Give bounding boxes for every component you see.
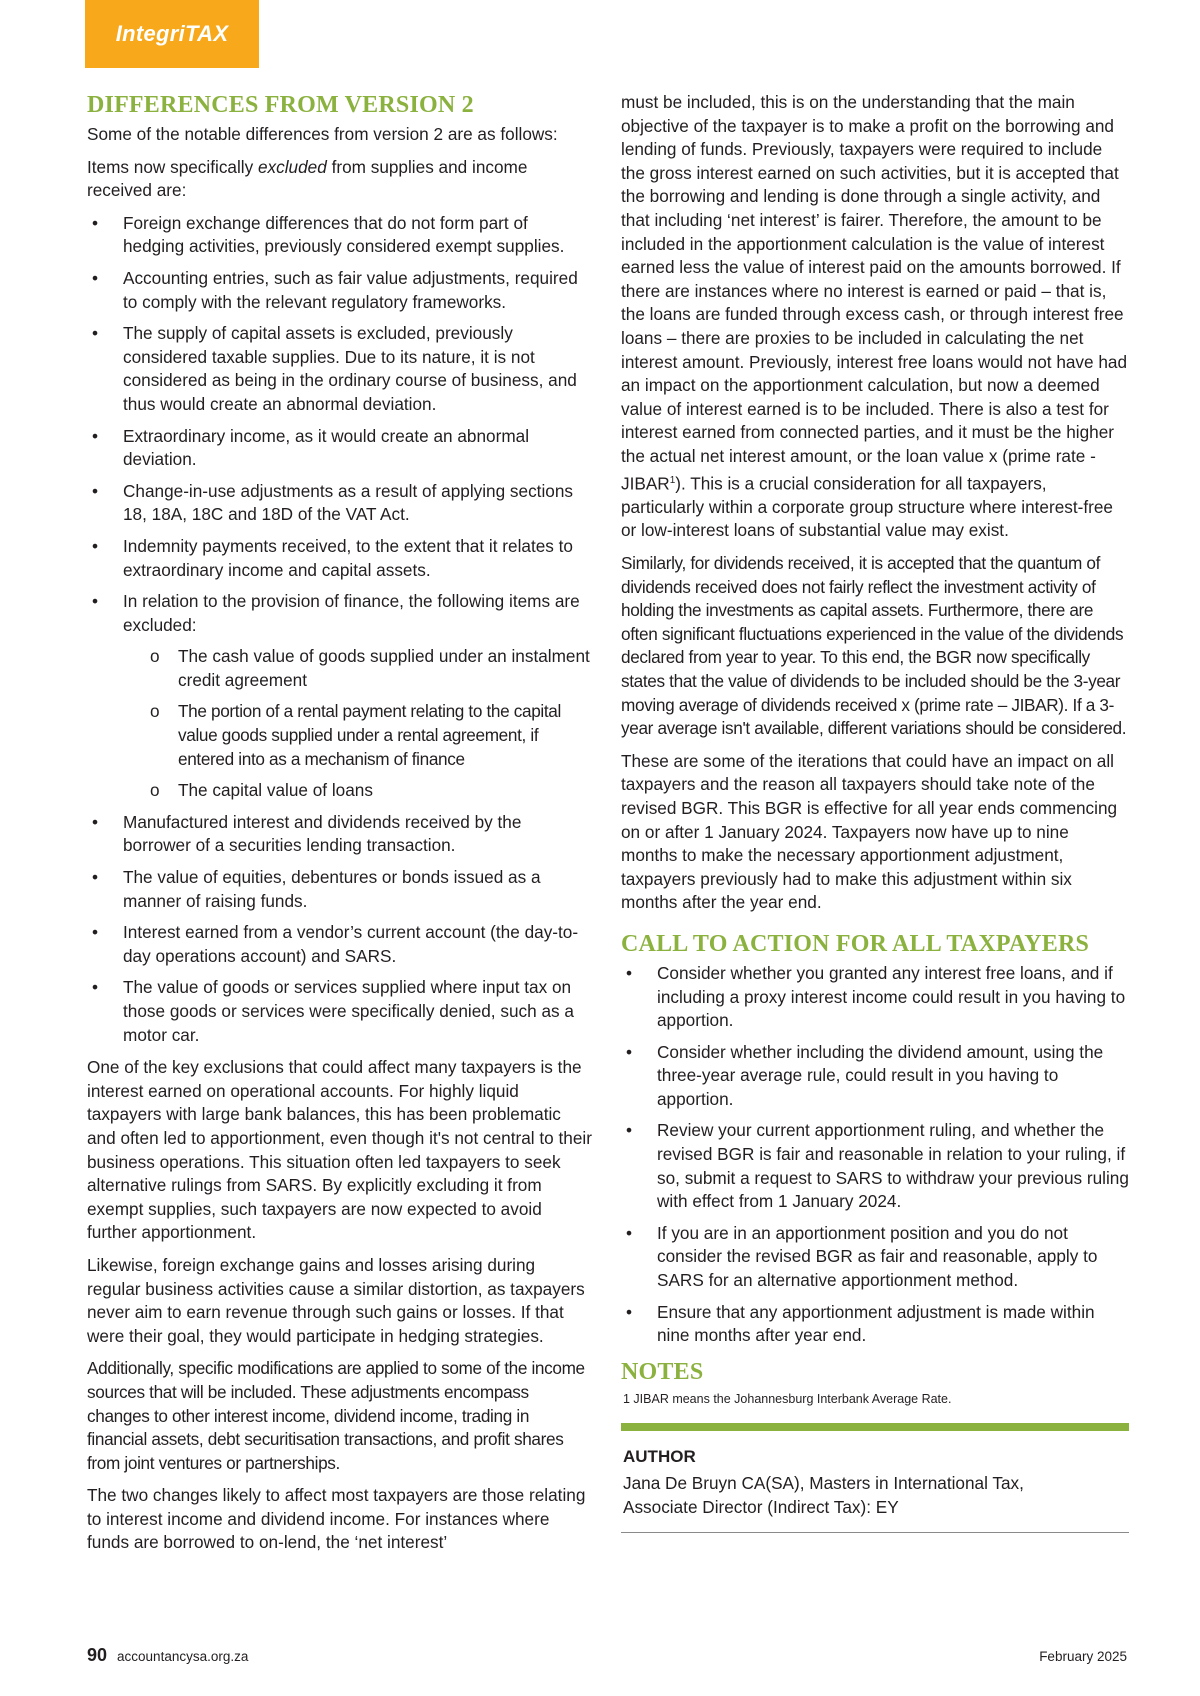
list-item: • The supply of capital assets is excluded, previously considered taxable supplies. Due to its nature, it is not considered as being in the ordinary course of business, and thus would create an abnormal deviation.	[87, 322, 593, 416]
sub-list-item: o The capital value of loans	[123, 779, 593, 803]
section-heading-notes: NOTES	[621, 1358, 704, 1385]
list-item: • Indemnity payments received, to the extent that it relates to extraordinary income and capital assets.	[87, 535, 593, 582]
list-item: • Manufactured interest and dividends received by the borrower of a securities lending transaction.	[87, 811, 593, 858]
iterations-paragraph: These are some of the iterations that could have an impact on all taxpayers and the reason all taxpayers should take note of the revised BGR. This BGR is effective for all year ends commencing on or after 1 January 2024. Taxpayers now have up to nine months to make the necessary apportionment adjustment, taxpayers previously had to make this adjustment within six months after the year end.	[621, 750, 1118, 913]
sub-list-item: o The portion of a rental payment relating to the capital value goods supplied under a rental agreement, if entered into as a mechanism of finance	[123, 700, 593, 771]
list-item: • Consider whether you granted any interest free loans, and if including a proxy interest income could result in you having to apportion.	[621, 962, 1129, 1033]
list-item: • Review your current apportionment ruling, and whether the revised BGR is fair and reasonable in relation to your ruling, if so, submit a request to SARS to withdraw your previous ruling with effect from 1 January 2024.	[621, 1119, 1129, 1213]
author-name: Jana De Bruyn CA(SA), Masters in International Tax,	[623, 1473, 1024, 1494]
dividends-paragraph: Similarly, for dividends received, it is accepted that the quantum of dividends received does not fairly reflect the investment activity of holding the investments as capital assets. Furthermore, there are often significant fluctuations experienced in the value of the dividends declared from year to year. To this end, the BGR now specifically states that the value of dividends to be included should be the 3-year moving average of dividends received x (prime rate – JIBAR). If a 3-year average isn't available, different variations should be considered.	[621, 553, 1127, 739]
website-link[interactable]: accountancysa.org.za	[117, 1649, 249, 1664]
net-interest-text: must be included, this is on the understanding that the main objective of the taxpayer is to make a profit on the borrowing and lending of funds. Previously, taxpayers were required to include the gross interest earned on such activities, but it is accepted that the borrowing and lending is done through a single activity, and that including ‘net interest’ is fairer. Therefore, the amount to be included in the apportionment calculation is the value of interest earned less the value of interest paid on the amounts borrowed. If there are instances where no interest is earned or paid – that is, the loans are funded through excess cash, or through interest free loans – there are proxies to be included in calculating the net interest amount. Previously, interest free loans would not have had an impact on the apportionment calculation, but now a deemed value of interest earned is to be included. There is also a test for interest earned from connected parties, and it must be the higher the actual net interest amount, or the loan value x (prime rate - JIBAR	[621, 92, 1128, 494]
list-item: • Change-in-use adjustments as a result of applying sections 18, 18A, 18C and 18D of the VAT Act.	[87, 480, 593, 527]
list-item: • Consider whether including the dividend amount, using the three-year average rule, could result in you having to apportion.	[621, 1041, 1129, 1112]
list-item: • Interest earned from a vendor’s current account (the day-to-day operations account) and SARS.	[87, 921, 593, 968]
footnote-ref: 1	[669, 474, 676, 486]
logo-text: IntegriTAX	[115, 21, 229, 46]
list-item-finance	[87, 590, 593, 803]
body-paragraph: Likewise, foreign exchange gains and losses arising during regular business activities cause a similar distortion, as taxpayers never aim to earn revenue through such gains or losses. If that were their goal, they would participate in hedging strategies.	[87, 1254, 585, 1346]
excluded-intro-post: from supplies and income received are:	[87, 156, 528, 201]
section-heading-call-to-action: CALL TO ACTION FOR ALL TAXPAYERS	[621, 930, 1090, 957]
left-column	[87, 90, 593, 1564]
author-details	[623, 1472, 1129, 1519]
list-item: • If you are in an apportionment position and you do not consider the revised BGR as fair and reasonable, apply to SARS for an alternative apportionment method.	[621, 1222, 1129, 1293]
list-item: • The value of goods or services supplied where input tax on those goods or services were specifically denied, such as a motor car.	[87, 976, 593, 1047]
body-paragraph: Additionally, specific modifications are applied to some of the income sources that will be included. These adjustments encompass changes to other interest income, dividend income, trading in financial assets, debt securitisation transactions, and profit shares from joint ventures or partnerships.	[87, 1358, 585, 1473]
page-number: 90	[87, 1645, 108, 1665]
sub-list-item: o The cash value of goods supplied under an instalment credit agreement	[123, 645, 593, 692]
footnote-1: 1 JIBAR means the Johannesburg Interbank Average Rate.	[623, 1391, 952, 1406]
green-divider	[621, 1423, 1129, 1431]
finance-sub-list	[123, 645, 593, 803]
net-interest-paragraph	[621, 91, 1129, 543]
intro-paragraph: Some of the notable differences from version 2 are as follows:	[87, 124, 558, 144]
body-paragraph: The two changes likely to affect most taxpayers are those relating to interest income and dividend income. For instances where funds are borrowed to on-lend, the ‘net interest’	[87, 1485, 586, 1553]
call-to-action-list	[621, 962, 1129, 1348]
list-item: • Ensure that any apportionment adjustment is made within nine months after year end.	[621, 1301, 1129, 1348]
excluded-emphasis: excluded	[257, 156, 327, 177]
author-divider	[621, 1532, 1129, 1533]
list-item: • The value of equities, debentures or bonds issued as a manner of raising funds.	[87, 866, 593, 913]
finance-item-text: In relation to the provision of finance, the following items are excluded:	[123, 591, 580, 635]
excluded-items-intro	[87, 156, 593, 203]
author-title: Associate Director (Indirect Tax): EY	[623, 1497, 899, 1518]
section-heading-differences: DIFFERENCES FROM VERSION 2	[87, 92, 474, 118]
body-paragraph: One of the key exclusions that could affect many taxpayers is the interest earned on operational accounts. For highly liquid taxpayers with large bank balances, this has been problematic and often led to apportionment, even though it's not central to their business operations. This situation often led taxpayers to seek alternative rulings from SARS. By explicitly excluding it from exempt supplies, such taxpayers are now expected to avoid further apportionment.	[87, 1057, 592, 1243]
right-column	[621, 91, 1129, 1533]
list-item: • Extraordinary income, as it would create an abnormal deviation.	[87, 425, 593, 472]
author-heading: AUTHOR	[623, 1446, 696, 1466]
issue-date: February 2025	[1039, 1649, 1127, 1664]
integritax-logo	[85, 0, 259, 68]
list-item: • Accounting entries, such as fair value adjustments, required to comply with the relevant regulatory frameworks.	[87, 267, 593, 314]
list-item: • Foreign exchange differences that do not form part of hedging activities, previously considered exempt supplies.	[87, 212, 593, 259]
page-footer	[87, 1645, 1127, 1669]
net-interest-text-cont: ). This is a crucial consideration for all taxpayers, particularly within a corporate group structure where interest-free or low-interest loans of substantial value may exist.	[621, 473, 1113, 541]
exclusions-list	[87, 212, 593, 1047]
excluded-intro-pre: Items now specifically	[87, 156, 258, 177]
